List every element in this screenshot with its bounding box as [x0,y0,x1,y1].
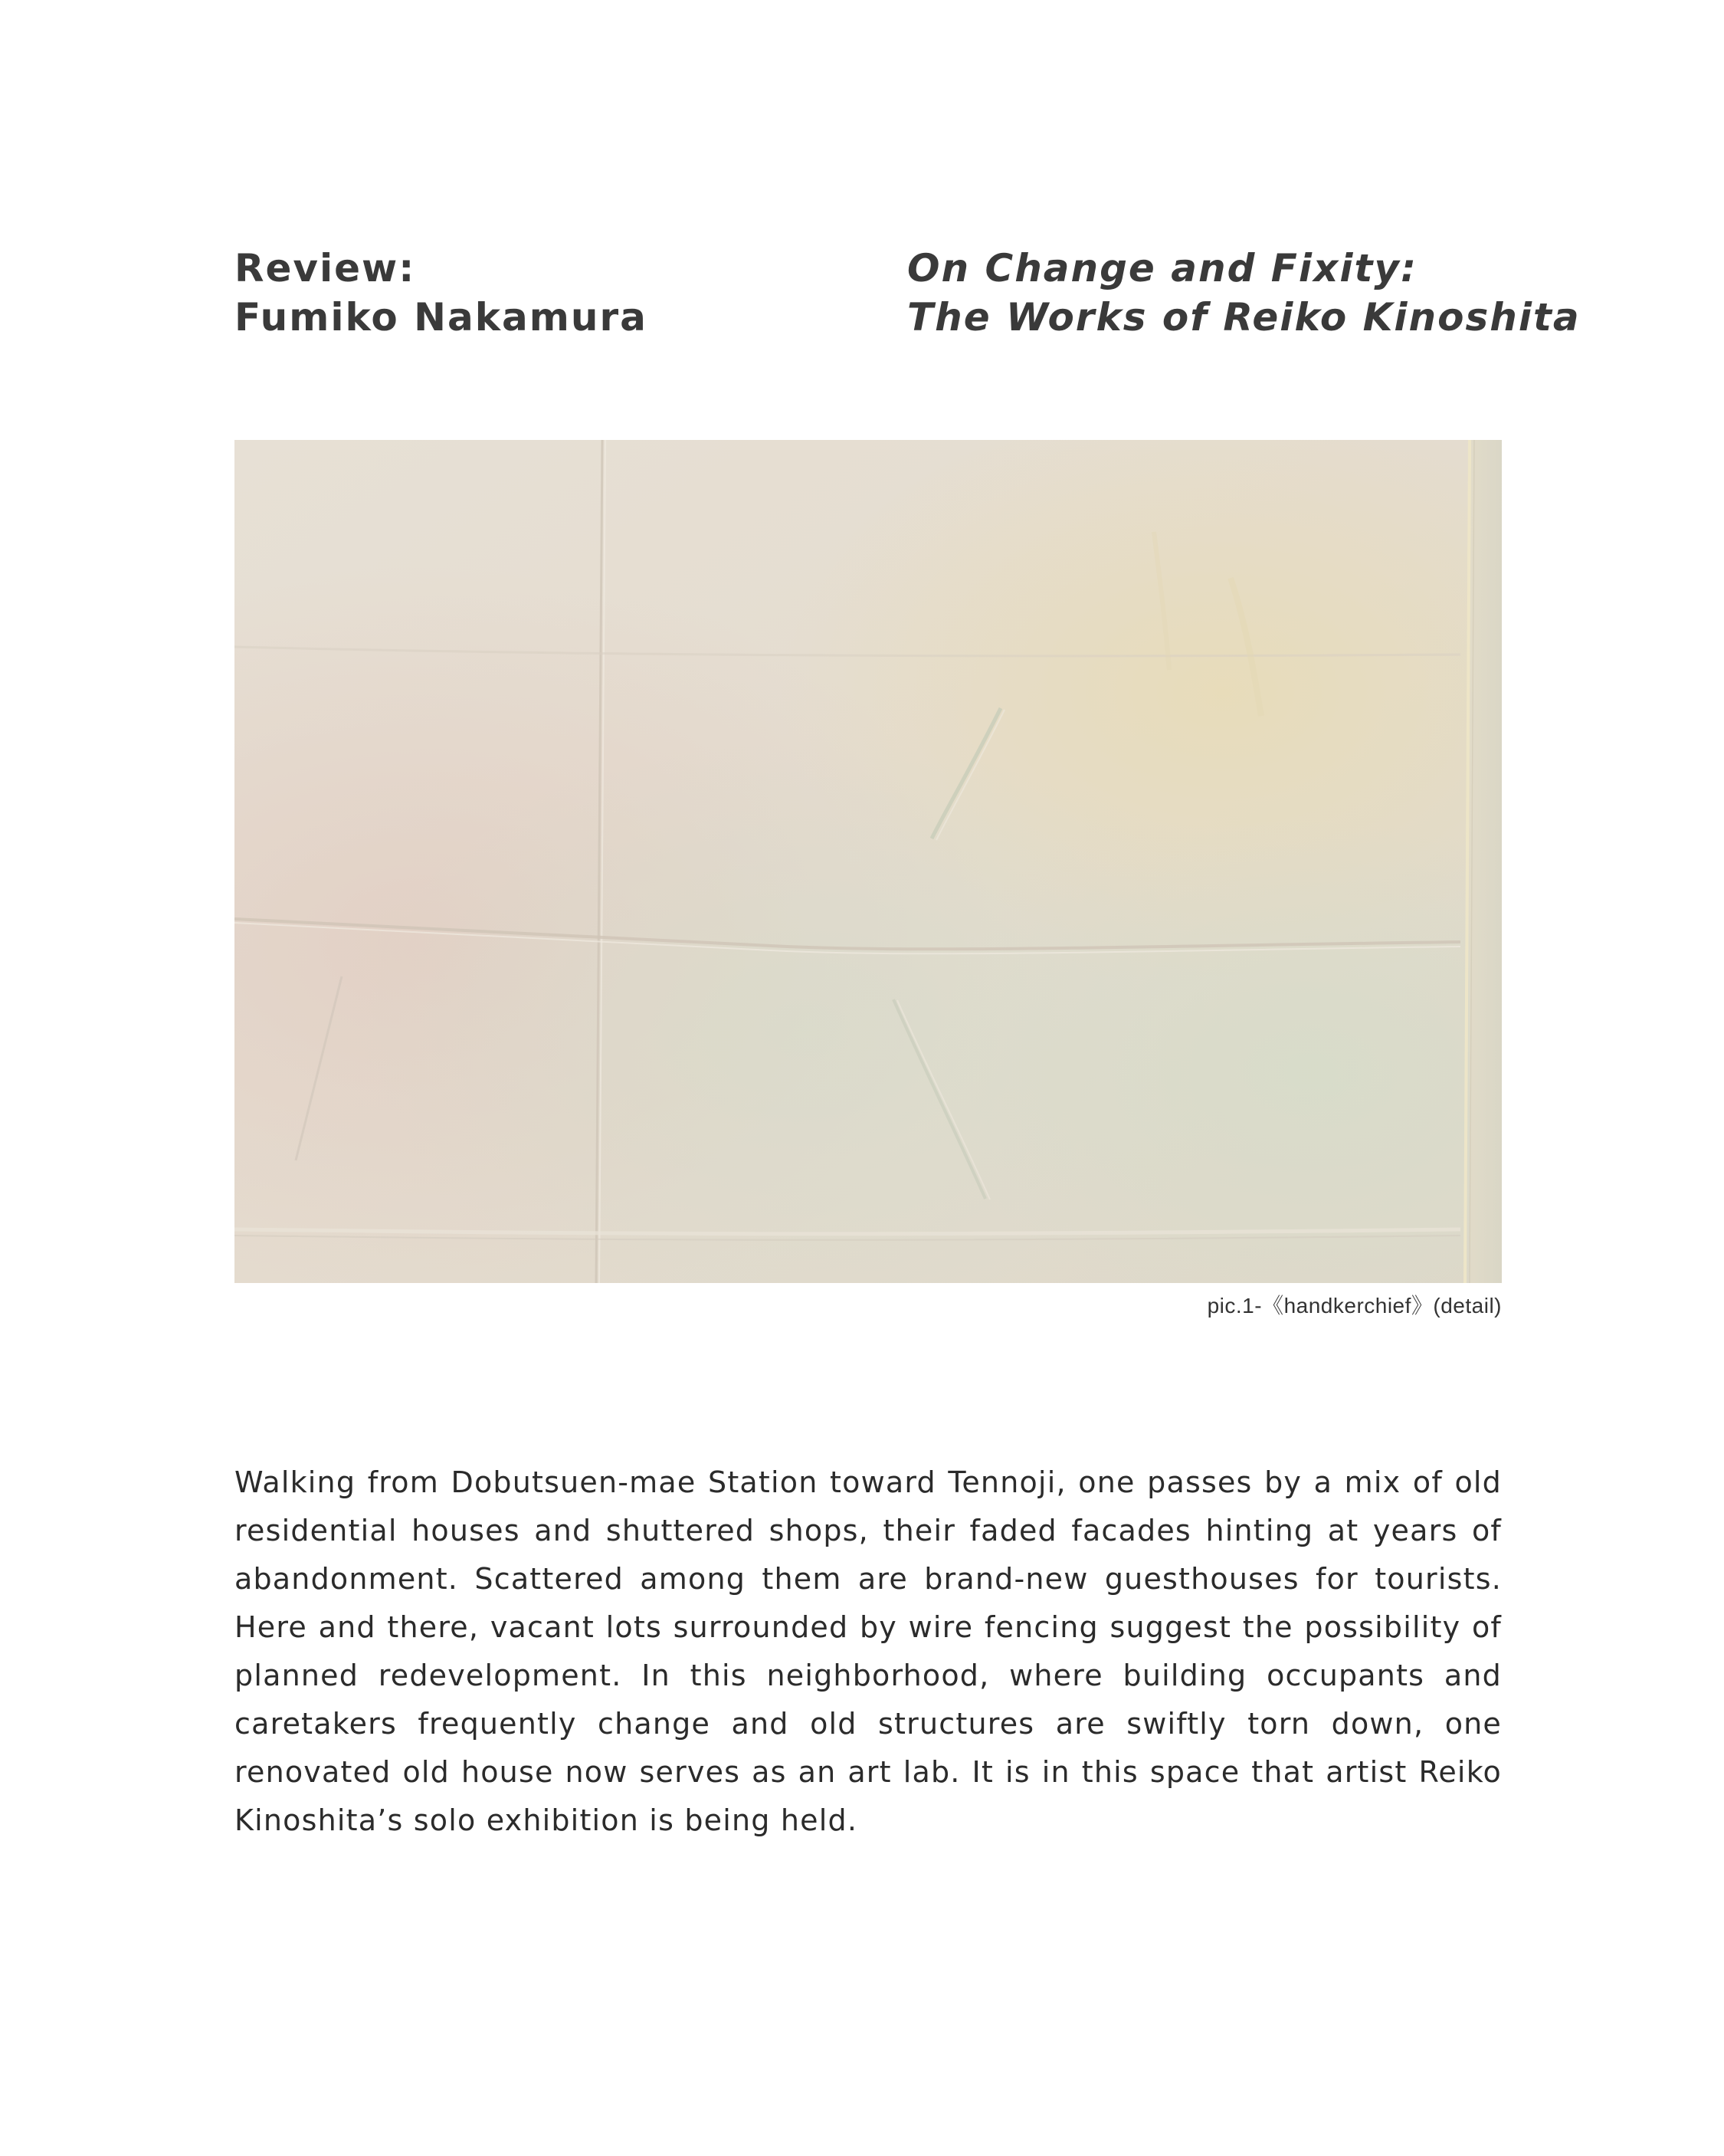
review-label: Review: [234,246,416,290]
article-header [234,244,1581,351]
title-line-2: The Works of Reiko Kinoshita [907,295,1581,340]
title-line-1: On Change and Fixity: [907,246,1418,290]
handkerchief-photo [234,440,1502,1283]
author-name: Fumiko Nakamura [234,295,647,340]
article-title [907,244,1581,342]
body-paragraph: Walking from Dobutsuen-mae Station toward Tennoji, one passes by a mix of old residential houses and shuttered shops, their faded facades hinting at years of abandonment. Scattered among them are brand-new guesthouses for tourists. Here and there, vacant lots surrounded by wire fencing suggest the possibility of planned redevelopment. In this neighborhood, where building occupants and caretakers frequently change and old structures are swiftly torn down, one renovated old house now serves as an art lab. It is in this space that artist Reiko Kinoshita’s solo exhibition is being held. [234,1465,1502,1837]
fabric-image [234,440,1502,1283]
review-byline [234,244,647,342]
figure-caption: pic.1-《handkerchief》(detail) [1207,1294,1502,1318]
